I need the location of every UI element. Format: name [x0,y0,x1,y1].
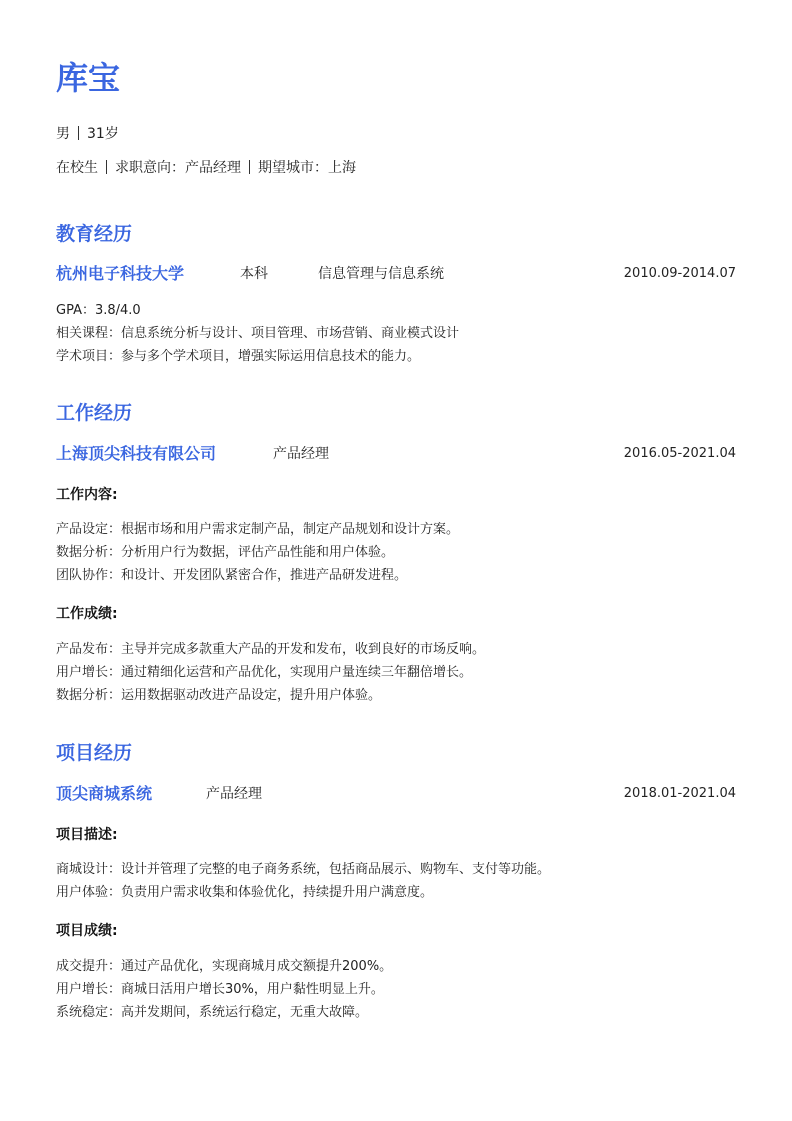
list-item: 数据分析：分析用户行为数据，评估产品性能和用户体验。 [56,545,395,560]
project-results-list [56,955,736,1024]
list-item: 产品发布：主导并完成多款重大产品的开发和发布，收到良好的市场反响。 [56,642,486,657]
work-role: 产品经理 [273,446,329,462]
list-item: 数据分析：运用数据驱动改进产品设定，提升用户体验。 [56,688,382,703]
work-results-list [56,638,736,707]
education-date: 2010.09-2014.07 [623,266,736,281]
separator [106,160,107,174]
work-date: 2016.05-2021.04 [623,446,736,461]
list-item: 产品设定：根据市场和用户需求定制产品，制定产品规划和设计方案。 [56,522,460,537]
work-results-title: 工作成绩: [56,606,118,622]
separator [78,126,79,140]
expected-city: 期望城市：上海 [258,160,356,176]
education-entry-header [56,262,736,286]
company-name: 上海顶尖科技有限公司 [56,444,217,463]
project-entry-header [56,782,736,806]
job-intent: 求职意向：产品经理 [115,160,241,176]
status: 在校生 [56,160,98,176]
candidate-name: 库宝 [56,59,121,97]
list-item: 用户体验：负责用户需求收集和体验优化，持续提升用户满意度。 [56,885,434,900]
project-name: 顶尖商城系统 [56,784,153,803]
age: 31岁 [87,126,119,142]
degree: 本科 [240,266,268,282]
list-item: 用户增长：通过精细化运营和产品优化，实现用户量连续三年翻倍增长。 [56,665,473,680]
project-desc-list [56,858,736,904]
list-item: 学术项目：参与多个学术项目，增强实际运用信息技术的能力。 [56,349,421,364]
list-item: GPA：3.8/4.0 [56,303,141,318]
education-section-title: 教育经历 [56,223,133,245]
work-section-title: 工作经历 [56,402,133,424]
job-info-line [56,158,356,178]
project-results-title: 项目成绩: [56,923,118,939]
major: 信息管理与信息系统 [318,266,444,282]
list-item: 成交提升：通过产品优化，实现商城月成交额提升200%。 [56,959,393,974]
project-section-title: 项目经历 [56,742,133,764]
project-role: 产品经理 [206,786,262,802]
gender: 男 [56,126,70,142]
list-item: 商城设计：设计并管理了完整的电子商务系统，包括商品展示、购物车、支付等功能。 [56,862,551,877]
basic-info-line [56,124,119,144]
work-content-list [56,518,736,587]
school-name: 杭州电子科技大学 [56,264,185,283]
list-item: 系统稳定：高并发期间，系统运行稳定，无重大故障。 [56,1005,369,1020]
education-details [56,299,736,368]
work-entry-header [56,442,736,466]
project-desc-title: 项目描述: [56,827,118,843]
separator [249,160,250,174]
list-item: 团队协作：和设计、开发团队紧密合作，推进产品研发进程。 [56,568,408,583]
list-item: 用户增长：商城日活用户增长30%，用户黏性明显上升。 [56,982,384,997]
project-date: 2018.01-2021.04 [623,786,736,801]
work-content-title: 工作内容: [56,487,118,503]
list-item: 相关课程：信息系统分析与设计、项目管理、市场营销、商业模式设计 [56,326,460,341]
